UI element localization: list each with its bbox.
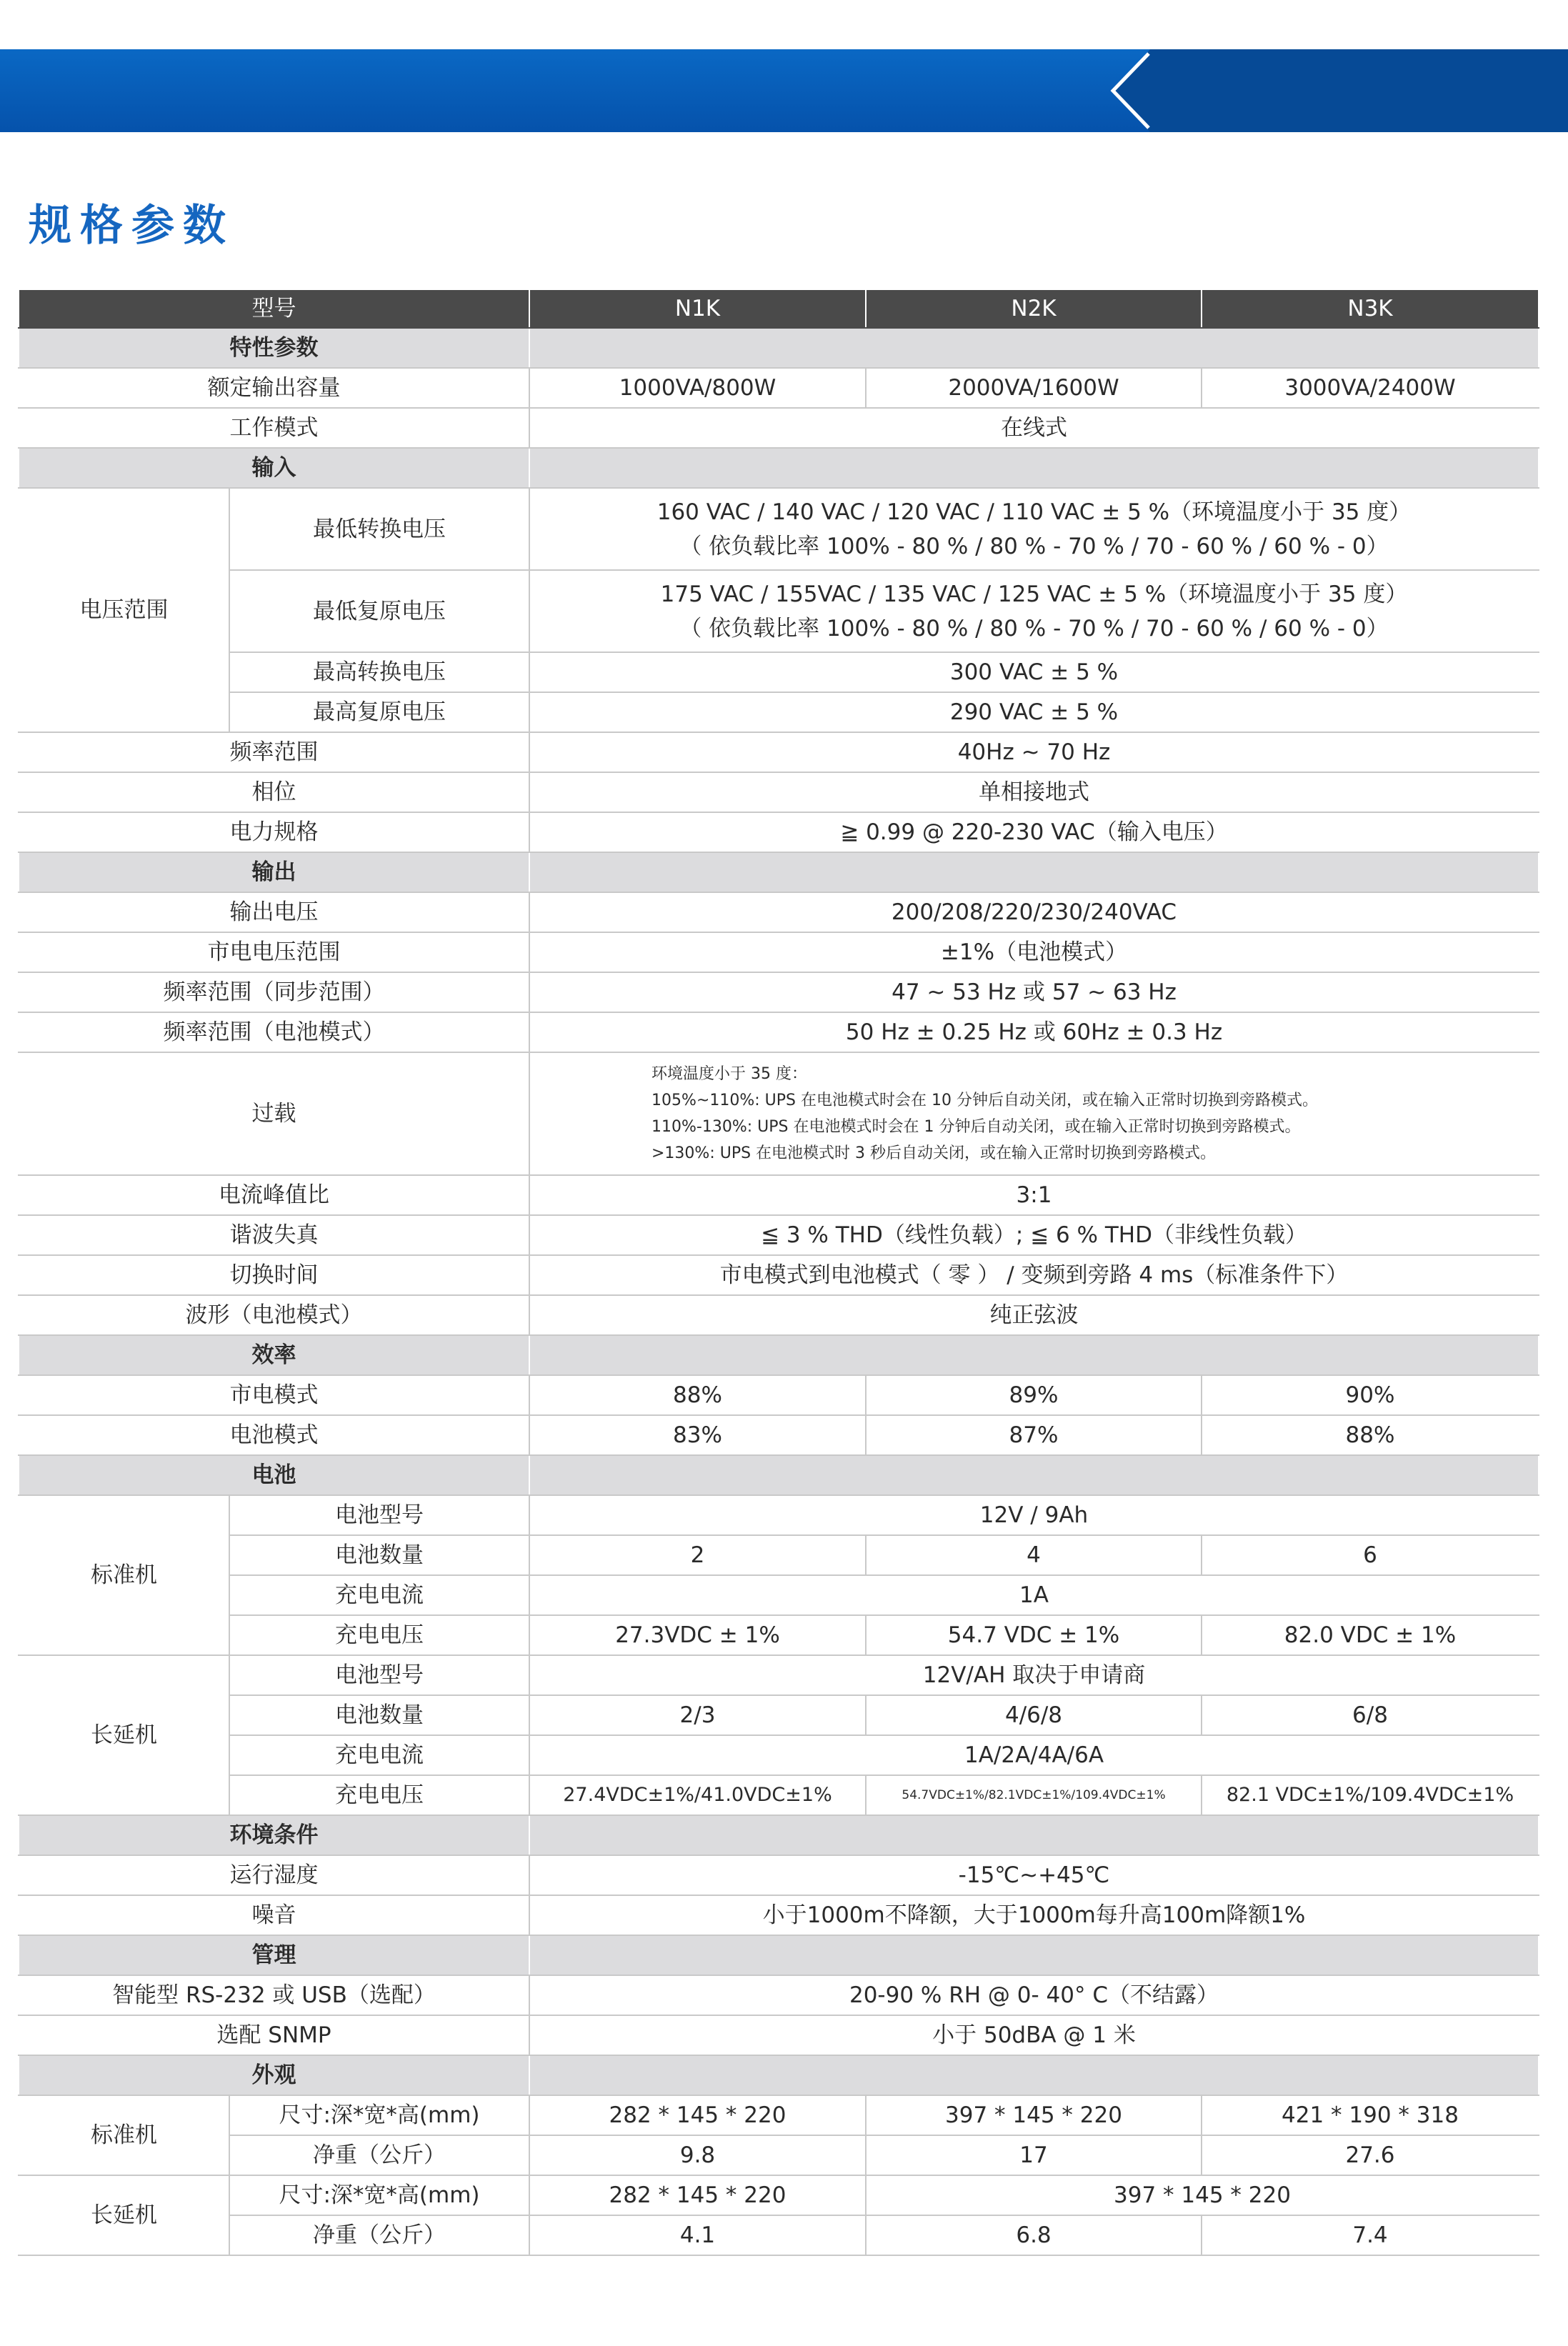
- row-label: 电池数量: [229, 1695, 529, 1735]
- table-row: [19, 932, 1539, 972]
- section-row: [19, 1335, 1539, 1375]
- row-label: 充电电压: [229, 1775, 529, 1815]
- row-label: 电力规格: [19, 812, 529, 852]
- note-line: >130%: UPS 在电池模式时 3 秒后自动关闭，或在输入正常时切换到旁路模式。: [651, 1144, 1217, 1162]
- section-row: [19, 1815, 1539, 1855]
- table-row: [19, 1575, 1539, 1615]
- cell-line: 160 VAC / 140 VAC / 120 VAC / 110 VAC ± 5 %（环境温度小于 35 度）: [656, 499, 1412, 525]
- table-row: [19, 570, 1539, 652]
- cell-value: 小于1000m不降额，大于1000m每升高100m降额1%: [529, 1895, 1539, 1935]
- table-row: [19, 1295, 1539, 1335]
- table-row: [19, 1175, 1539, 1215]
- cell-value: 54.7VDC±1%/82.1VDC±1%/109.4VDC±1%: [866, 1775, 1202, 1815]
- table-row: [19, 1855, 1539, 1895]
- table-row: [19, 1895, 1539, 1935]
- overload-note: [529, 1052, 1539, 1175]
- row-label: 选配 SNMP: [19, 2015, 529, 2055]
- cell-value: 50 Hz ± 0.25 Hz 或 60Hz ± 0.3 Hz: [529, 1012, 1539, 1052]
- group-label: 电压范围: [19, 488, 229, 732]
- note-line: 110%-130%: UPS 在电池模式时会在 1 分钟后自动关闭，或在输入正常时切换到旁路模式。: [651, 1118, 1301, 1136]
- cell-value: 12V / 9Ah: [529, 1495, 1539, 1535]
- section-battery: 电池: [19, 1455, 529, 1495]
- section-output: 输出: [19, 852, 529, 892]
- row-label: 额定输出容量: [19, 368, 529, 408]
- cell-value: 1A/2A/4A/6A: [529, 1735, 1539, 1775]
- group-label: 标准机: [19, 1495, 229, 1655]
- cell-value: 12V/AH 取决于申请商: [529, 1655, 1539, 1695]
- cell-value: 在线式: [529, 408, 1539, 448]
- cell-value: 88%: [529, 1375, 866, 1415]
- table-row: [19, 2015, 1539, 2055]
- table-row: [19, 1052, 1539, 1175]
- row-label: 净重（公斤）: [229, 2135, 529, 2175]
- cell-value: 6/8: [1202, 1695, 1539, 1735]
- cell-value: 2/3: [529, 1695, 866, 1735]
- section-row: [19, 852, 1539, 892]
- row-label: 最高复原电压: [229, 692, 529, 732]
- table-row: [19, 772, 1539, 812]
- cell-value: 17: [866, 2135, 1202, 2175]
- row-label: 频率范围（同步范围）: [19, 972, 529, 1012]
- row-label: 充电电流: [229, 1575, 529, 1615]
- row-label: 频率范围（电池模式）: [19, 1012, 529, 1052]
- cell-value: 397 * 145 * 220: [866, 2095, 1202, 2135]
- row-label: 切换时间: [19, 1255, 529, 1295]
- table-row: [19, 1975, 1539, 2015]
- table-row: [19, 2215, 1539, 2255]
- note-line: 105%~110%: UPS 在电池模式时会在 10 分钟后自动关闭，或在输入正常时切换到旁路模式。: [651, 1092, 1318, 1109]
- cell-value: 4.1: [529, 2215, 866, 2255]
- cell-value: [529, 488, 1539, 570]
- spec-table: [18, 289, 1539, 2256]
- row-label: 电池型号: [229, 1655, 529, 1695]
- page-title: 规格参数: [29, 201, 234, 251]
- cell-value: 3000VA/2400W: [1202, 368, 1539, 408]
- table-row: [19, 2095, 1539, 2135]
- header-model-n1k: N1K: [529, 289, 866, 328]
- header-model-n2k: N2K: [866, 289, 1202, 328]
- section-appearance: 外观: [19, 2055, 529, 2095]
- cell-value: 290 VAC ± 5 %: [529, 692, 1539, 732]
- header-model: 型号: [19, 289, 529, 328]
- table-row: [19, 1215, 1539, 1255]
- group-label: 标准机: [19, 2095, 229, 2175]
- table-row: [19, 1655, 1539, 1695]
- section-row: [19, 448, 1539, 488]
- cell-value: 7.4: [1202, 2215, 1539, 2255]
- table-row: [19, 1775, 1539, 1815]
- cell-value: 单相接地式: [529, 772, 1539, 812]
- section-row: [19, 1455, 1539, 1495]
- table-row: [19, 2135, 1539, 2175]
- section-features: 特性参数: [19, 328, 529, 368]
- cell-value: 小于 50dBA @ 1 米: [529, 2015, 1539, 2055]
- cell-value: 82.0 VDC ± 1%: [1202, 1615, 1539, 1655]
- section-input: 输入: [19, 448, 529, 488]
- cell-line: （ 依负载比率 100% - 80 % / 80 % - 70 % / 70 - 60 % / 60 % - 0）: [679, 615, 1389, 642]
- row-label: 充电电流: [229, 1735, 529, 1775]
- table-row: [19, 1735, 1539, 1775]
- row-label: 电池数量: [229, 1535, 529, 1575]
- section-environment: 环境条件: [19, 1815, 529, 1855]
- cell-value: ±1%（电池模式）: [529, 932, 1539, 972]
- group-label: 长延机: [19, 1655, 229, 1815]
- row-label: 电流峰值比: [19, 1175, 529, 1215]
- row-label: 运行湿度: [19, 1855, 529, 1895]
- cell-value: 54.7 VDC ± 1%: [866, 1615, 1202, 1655]
- row-label: 市电电压范围: [19, 932, 529, 972]
- cell-value: -15℃~+45℃: [529, 1855, 1539, 1895]
- cell-value: 82.1 VDC±1%/109.4VDC±1%: [1202, 1775, 1539, 1815]
- cell-value: 27.4VDC±1%/41.0VDC±1%: [529, 1775, 866, 1815]
- cell-line: 175 VAC / 155VAC / 135 VAC / 125 VAC ± 5 %（环境温度小于 35 度）: [660, 581, 1408, 607]
- row-label: 电池型号: [229, 1495, 529, 1535]
- table-row: [19, 408, 1539, 448]
- cell-value: 1000VA/800W: [529, 368, 866, 408]
- table-row: [19, 972, 1539, 1012]
- row-label: 工作模式: [19, 408, 529, 448]
- cell-value: 纯正弦波: [529, 1295, 1539, 1335]
- cell-value: 3:1: [529, 1175, 1539, 1215]
- section-row: [19, 1935, 1539, 1975]
- cell-value: 27.3VDC ± 1%: [529, 1615, 866, 1655]
- cell-value: 88%: [1202, 1415, 1539, 1455]
- table-header-row: [19, 289, 1539, 328]
- cell-value: ≧ 0.99 @ 220-230 VAC（输入电压）: [529, 812, 1539, 852]
- row-label: 市电模式: [19, 1375, 529, 1415]
- table-row: [19, 892, 1539, 932]
- section-efficiency: 效率: [19, 1335, 529, 1375]
- cell-value: 300 VAC ± 5 %: [529, 652, 1539, 692]
- table-row: [19, 488, 1539, 570]
- row-label: 噪音: [19, 1895, 529, 1935]
- table-row: [19, 1255, 1539, 1295]
- cell-value: 200/208/220/230/240VAC: [529, 892, 1539, 932]
- cell-value: 2000VA/1600W: [866, 368, 1202, 408]
- cell-value: 4: [866, 1535, 1202, 1575]
- cell-value: 20-90 % RH @ 0- 40° C（不结露）: [529, 1975, 1539, 2015]
- table-row: [19, 692, 1539, 732]
- cell-value: 4/6/8: [866, 1695, 1202, 1735]
- cell-value: 40Hz ~ 70 Hz: [529, 732, 1539, 772]
- row-label: 智能型 RS-232 或 USB（选配）: [19, 1975, 529, 2015]
- cell-value: 市电模式到电池模式（ 零 ） / 变频到旁路 4 ms（标准条件下）: [529, 1255, 1539, 1295]
- cell-value: 89%: [866, 1375, 1202, 1415]
- row-label: 最低复原电压: [229, 570, 529, 652]
- cell-value: 282 * 145 * 220: [529, 2175, 866, 2215]
- row-label: 最高转换电压: [229, 652, 529, 692]
- row-label: 波形（电池模式）: [19, 1295, 529, 1335]
- row-label: 相位: [19, 772, 529, 812]
- cell-value: 6: [1202, 1535, 1539, 1575]
- cell-value: 47 ~ 53 Hz 或 57 ~ 63 Hz: [529, 972, 1539, 1012]
- table-row: [19, 2175, 1539, 2215]
- row-label: 输出电压: [19, 892, 529, 932]
- cell-value: 2: [529, 1535, 866, 1575]
- cell-value: 87%: [866, 1415, 1202, 1455]
- note-line: 环境温度小于 35 度：: [651, 1065, 807, 1083]
- row-label: 尺寸:深*宽*高(mm): [229, 2175, 529, 2215]
- cell-value: 397 * 145 * 220: [866, 2175, 1539, 2215]
- table-row: [19, 1535, 1539, 1575]
- header-model-n3k: N3K: [1202, 289, 1539, 328]
- row-label: 尺寸:深*宽*高(mm): [229, 2095, 529, 2135]
- section-row: [19, 2055, 1539, 2095]
- row-label: 频率范围: [19, 732, 529, 772]
- table-row: [19, 368, 1539, 408]
- section-row: [19, 328, 1539, 368]
- cell-value: ≦ 3 % THD（线性负载）; ≦ 6 % THD（非线性负载）: [529, 1215, 1539, 1255]
- table-row: [19, 1012, 1539, 1052]
- cell-value: 421 * 190 * 318: [1202, 2095, 1539, 2135]
- table-row: [19, 652, 1539, 692]
- section-management: 管理: [19, 1935, 529, 1975]
- table-row: [19, 1615, 1539, 1655]
- cell-value: 90%: [1202, 1375, 1539, 1415]
- row-label: 电池模式: [19, 1415, 529, 1455]
- row-label: 充电电压: [229, 1615, 529, 1655]
- cell-value: 1A: [529, 1575, 1539, 1615]
- group-label: 长延机: [19, 2175, 229, 2255]
- row-label: 净重（公斤）: [229, 2215, 529, 2255]
- cell-value: 282 * 145 * 220: [529, 2095, 866, 2135]
- table-row: [19, 732, 1539, 772]
- cell-value: [529, 570, 1539, 652]
- row-label: 谐波失真: [19, 1215, 529, 1255]
- cell-value: 83%: [529, 1415, 866, 1455]
- table-row: [19, 1415, 1539, 1455]
- cell-value: 27.6: [1202, 2135, 1539, 2175]
- row-label: 过载: [19, 1052, 529, 1175]
- row-label: 最低转换电压: [229, 488, 529, 570]
- cell-value: 6.8: [866, 2215, 1202, 2255]
- table-row: [19, 1495, 1539, 1535]
- table-row: [19, 1695, 1539, 1735]
- table-row: [19, 1375, 1539, 1415]
- cell-value: 9.8: [529, 2135, 866, 2175]
- banner-arrow-tab: [1100, 49, 1568, 132]
- table-row: [19, 812, 1539, 852]
- cell-line: （ 依负载比率 100% - 80 % / 80 % - 70 % / 70 - 60 % / 60 % - 0）: [679, 533, 1389, 559]
